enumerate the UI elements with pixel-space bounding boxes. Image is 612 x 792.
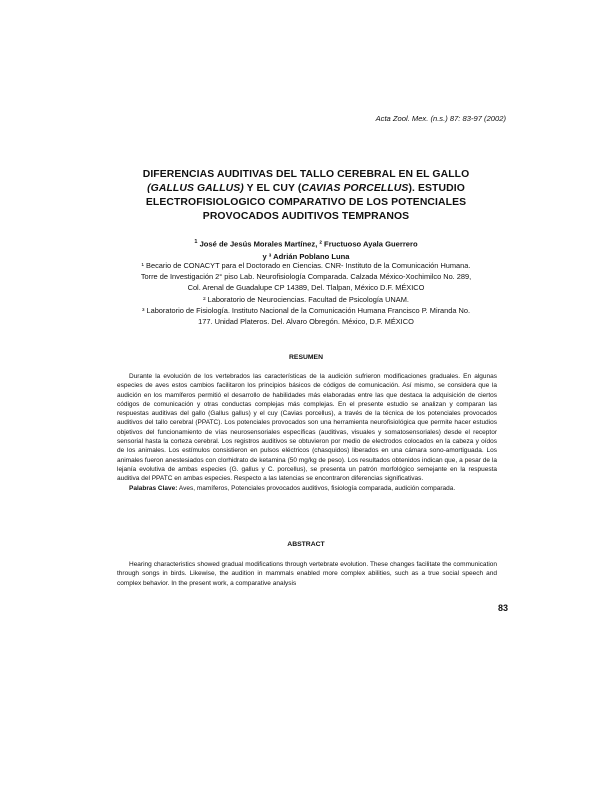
title-species-2: CAVIAS PORCELLUS (301, 183, 409, 194)
journal-reference: Acta Zool. Mex. (n.s.) 87: 83-97 (2002) (375, 114, 506, 123)
resumen-paragraph: Durante la evolución de los vertebrados las características de la audición sufrieron modificaciones graduales. En algunas especies de aves estos cambios facilitaron los principios básicos de códigos de comunicación. Así mismo, se considera que la audición en los mamíferos permitió el desarrollo de habilidades más elaboradas entre las que destaca la adquisición de ciertos códigos de comunicación y otras conductas complejas más complejas. En el presente estudio se analizan y comparan las respuestas auditivas del gallo (Gallus gallus) y el cuy (Cavias porcellus), a través de la técnica de los potenciales provocados auditivos del tallo cerebral (PPATC). Los potenciales provocados son una herramienta neurofisiológica que permite hacer estudios objetivos del funcionamiento de vías neurosensoriales específicas (auditivas, visuales y somatosensoriales) desde el receptor sensorial hasta la corteza cerebral. Los registros auditivos se obtuvieron por medio de electrodos colocados en la cabeza y oídos de los animales. Los estímulos consistieron en pulsos eléctricos (chasquidos) liberados en una cámara sono-amortiguada. Los animales fueron anestesiados con clorhidrato de ketamina (50 mg/kg de peso). Los resultados obtenidos indican que, a pesar de la lejanía evolutiva de ambas especies (G. gallus y C. porcellus), se presenta un patrón morfológico semejante en la respuesta auditiva del PPATC en ambas especies. Respecto a las latencias se encontraron diferencias significativas. (117, 373, 497, 483)
keywords-text: Aves, mamíferos, Potenciales provocados auditivos, fisiología comparada, audición comparada. (177, 484, 456, 492)
abstract-paragraph: Hearing characteristics showed gradual modifications through vertebrate evolution. These changes facilitate the communication through songs in birds. Likewise, the audition in mammals enabled more complex abilities, such as a true social speech and complex behavior. In the present work, a comparative analysis (117, 561, 497, 587)
abstract-section (117, 560, 497, 588)
affiliation-2: ² Laboratorio de Neurociencias. Facultad de Psicología UNAM. (203, 294, 409, 304)
title-line-3: ELECTROFISIOLOGICO COMPARATIVO DE LOS POTENCIALES (145, 197, 467, 208)
author-line-1 (100, 236, 512, 251)
abstract-heading: ABSTRACT (287, 541, 325, 548)
author-line-2: y ³ Adrián Poblano Luna (262, 251, 350, 261)
affiliation-3: ³ Laboratorio de Fisiología. Instituto Nacional de la Comunicación Humana Francisco P. Miranda No. 177. Unidad Plateros. Del. Alvaro Obregón. México, D.F. MÉXICO (141, 305, 471, 327)
title-line-4: PROVOCADOS AUDITIVOS TEMPRANOS (202, 211, 410, 222)
resumen-section (117, 372, 497, 493)
title-line-2 (100, 182, 512, 196)
title-line-2-end: ). ESTUDIO (408, 183, 465, 194)
affiliation-1: ¹ Becario de CONACYT para el Doctorado en Ciencias. CNR- Instituto de la Comunicación Humana. Torre de Investigación 2° piso Lab. Neurofisiología Comparada. Calzada México-Xochimilco No. 289, Col. Arenal de Guadalupe CP 14389, Del. Tlalpan, México D.F. MÉXICO (140, 261, 472, 293)
title-line-2-mid: Y EL CUY ( (243, 183, 302, 194)
author-line-1-text: José de Jesús Morales Martínez, ² Fructuoso Ayala Guerrero (199, 239, 418, 249)
page-number: 83 (497, 603, 508, 613)
keywords (117, 484, 497, 493)
author-list (100, 236, 512, 263)
author-sup-1: 1 (194, 239, 198, 245)
title-line-1: DIFERENCIAS AUDITIVAS DEL TALLO CEREBRAL EN EL GALLO (142, 169, 470, 180)
keywords-label: Palabras Clave: (129, 484, 178, 492)
resumen-heading: RESUMEN (289, 354, 323, 361)
title-species-1: (GALLUS GALLUS) (147, 183, 244, 194)
article-title (100, 168, 512, 224)
affiliations (136, 260, 476, 327)
